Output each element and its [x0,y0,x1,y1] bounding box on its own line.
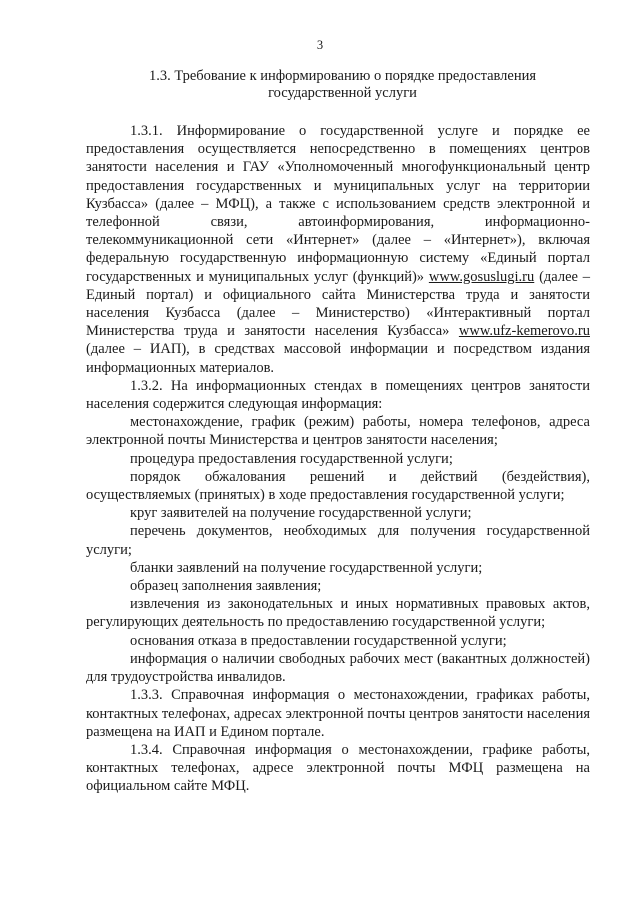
list-item-legal-acts: извлечения из законодательных и иных нормативных правовых актов, регулирующих деятельность по предоставлению государственной услуги; [86,596,590,631]
gosuslugi-link[interactable]: www.gosuslugi.ru [428,268,535,285]
list-item-location: местонахождение, график (режим) работы, номера телефонов, адреса электронной почты Министерства и центров занятости населения; [86,414,590,449]
list-item-vacancies: информация о наличии свободных рабочих мест (вакантных должностей) для трудоустройства инвалидов. [86,650,590,686]
list-item-applicants: круг заявителей на получение государственной услуги; [130,505,472,522]
paragraph-1-3-1 [86,122,590,377]
list-item-sample: образец заполнения заявления; [130,578,322,595]
ufz-kemerovo-link[interactable]: www.ufz-kemerovo.ru [458,323,590,340]
list-item-refusal: основания отказа в предоставлении государственной услуги; [130,632,507,649]
paragraph-text: 1.3.1. Информирование о государственной услуге и порядке ее предоставления осуществляется непосредственно в помещениях центров занятости населения и ГАУ «Уполномоченный многофункциональный центр предоставления государственных и муниципальных услуг на территории Кузбасса» (далее – МФЦ), а также с использованием средств электронной и телефонной связи, автоинформирования, информационно-телекоммуникационной сети «Интернет» (далее – «Интернет»), включая федеральную государственную информационную систему «Единый портал государственных и муниципальных услуг (функций)» [86,123,590,285]
section-heading [95,68,590,102]
paragraph-1-3-2: 1.3.2. На информационных стендах в помещениях центров занятости населения содержится следующая информация: [86,377,590,413]
page-number: 3 [316,38,324,52]
paragraph-text: (далее – Единый портал) и официального сайта Министерства труда и занятости населения Кузбасса (далее – Министерство) «Интерактивный портал Министерства труда и занятости населения Кузбасса» [86,268,590,340]
heading-line-1: 1.3. Требование к информированию о порядке предоставления [148,68,537,84]
list-item-documents: перечень документов, необходимых для получения государственной услуги; [86,523,590,558]
document-body [86,122,590,796]
paragraph-1-3-3: 1.3.3. Справочная информация о местонахождении, графиках работы, контактных телефонах, адресах электронной почты центров занятости населения размещена на ИАП и Едином портале. [86,687,590,740]
list-item-forms: бланки заявлений на получение государственной услуги; [130,559,483,576]
heading-line-2: государственной услуги [268,85,417,101]
paragraph-1-3-4: 1.3.4. Справочная информация о местонахождении, графике работы, контактных телефонах, адресе электронной почты МФЦ размещена на официальном сайте МФЦ. [86,741,590,795]
list-item-procedure: процедура предоставления государственной услуги; [130,450,453,467]
list-item-appeal: порядок обжалования решений и действий (бездействия), осуществляемых (принятых) в ходе предоставления государственной услуги; [86,468,590,504]
paragraph-text: (далее – ИАП), в средствах массовой информации и посредством издания информационных материалов. [86,341,590,376]
